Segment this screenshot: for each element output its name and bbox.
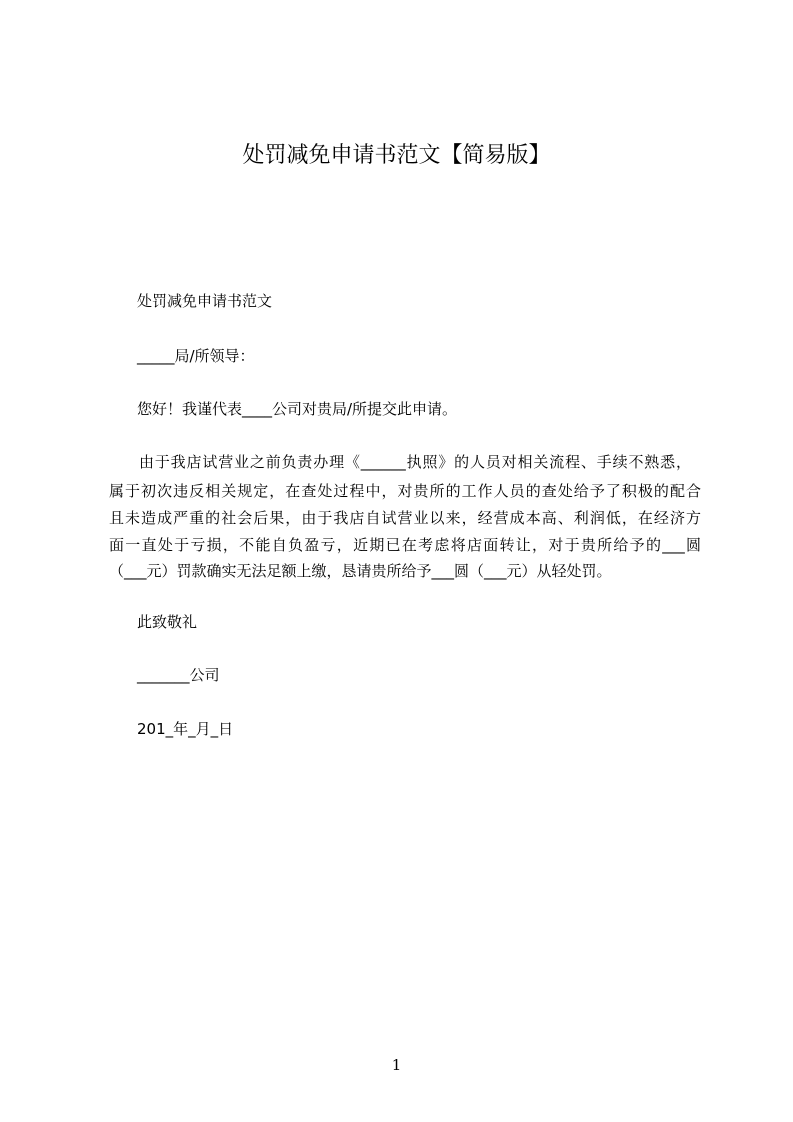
body-line-4: 面一直处于亏损，不能自负盈亏，近期已在考虑将店面转让，对于贵所给予的___圆 <box>109 536 701 554</box>
body-line-2: 属于初次违反相关规定，在查处过程中，对贵所的工作人员的查处给予了积极的配合 <box>109 482 701 500</box>
body-line-1: 由于我店试营业之前负责办理《______执照》的人员对相关流程、手续不熟悉， <box>139 453 691 471</box>
body-line-5: （___元）罚款确实无法足额上缴，恳请贵所给予___圆（___元）从轻处罚。 <box>109 562 612 580</box>
document-subtitle: 处罚减免申请书范文 <box>137 292 273 310</box>
date-line: 201_年_月_日 <box>137 720 234 738</box>
body-line-3: 且未造成严重的社会后果，由于我店自试营业以来，经营成本高、利润低，在经济方 <box>109 509 701 527</box>
company-signature: _______公司 <box>137 666 220 684</box>
document-title: 处罚减免申请书范文【简易版】 <box>242 143 551 168</box>
greeting: 您好！我谨代表____公司对贵局/所提交此申请。 <box>137 400 458 418</box>
salutation: _____局/所领导： <box>137 347 255 365</box>
page-number: 1 <box>391 1056 402 1074</box>
closing: 此致敬礼 <box>137 613 198 631</box>
